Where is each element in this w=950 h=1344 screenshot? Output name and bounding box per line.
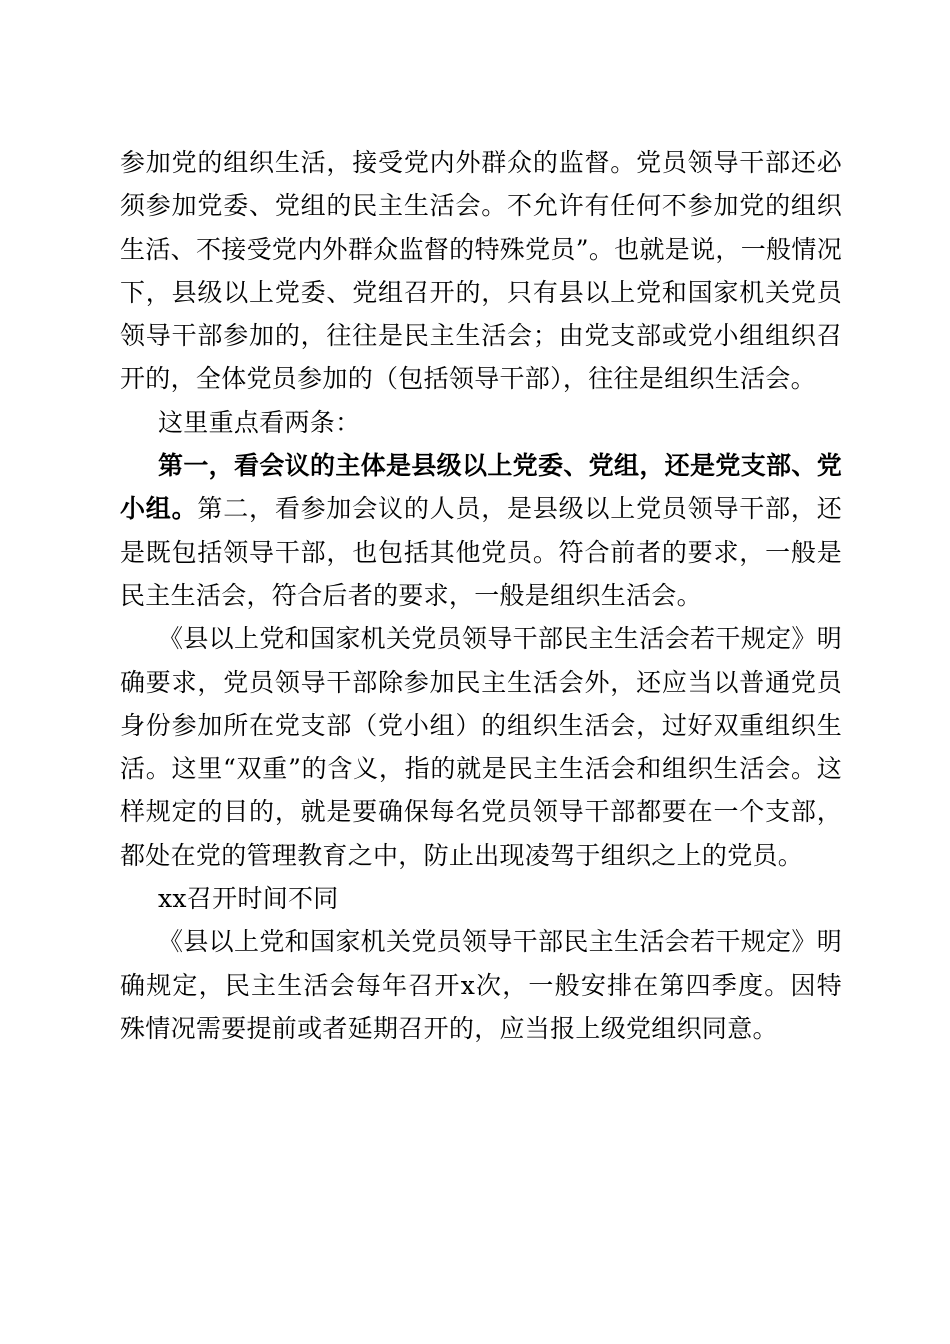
paragraph-continuation: 参加党的组织生活，接受党内外群众的监督。党员领导干部还必须参加党委、党组的民主生活会。不允许有任何不参加党的组织生活、不接受党内外群众监督的特殊党员”。也就是说，一般情况下，县级以上党委、党组召开的，只有县以上党和国家机关党员领导干部参加的，往往是民主生活会；由党支部或党小组组织召开的，全体党员参加的（包括领导干部），往往是组织生活会。 — [120, 148, 842, 394]
paragraph-dual-organization-life: 《县以上党和国家机关党员领导干部民主生活会若干规定》明确要求，党员领导干部除参加民主生活会外，还应当以普通党员身份参加所在党支部（党小组）的组织生活会，过好双重组织生活。这里“双重”的含义，指的就是民主生活会和组织生活会。这样规定的目的，就是要确保每名党员领导干部都要在一个支部，都处在党的管理教育之中，防止出现凌驾于组织之上的党员。 — [120, 624, 842, 870]
document-page — [120, 141, 842, 1050]
paragraph-meeting-schedule: 《县以上党和国家机关党员领导干部民主生活会若干规定》明确规定，民主生活会每年召开x次，一般安排在第四季度。因特殊情况需要提前或者延期召开的，应当报上级党组织同意。 — [120, 927, 842, 1043]
second-criterion-text: 第二，看参加会议的人员，是县级以上党员领导干部，还是既包括领导干部，也包括其他党员。符合前者的要求，一般是民主生活会，符合后者的要求，一般是组织生活会。 — [120, 494, 842, 610]
bold-first-criterion: 第一，看会议的主体是县级以上党委、党组，还是党支部、党小组。 — [120, 451, 842, 524]
section-heading-meeting-time: xx召开时间不同 — [158, 884, 339, 914]
paragraph-key-points-intro: 这里重点看两条： — [158, 407, 361, 437]
paragraph-two-criteria — [120, 444, 842, 617]
